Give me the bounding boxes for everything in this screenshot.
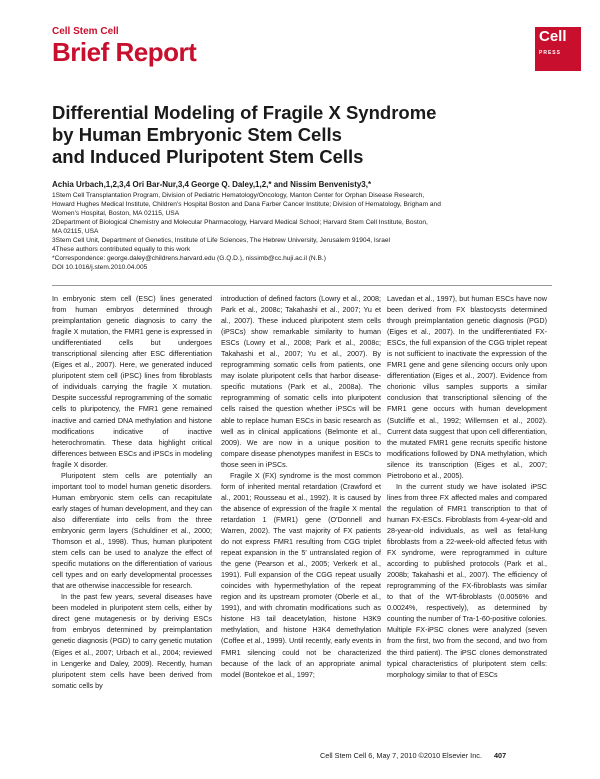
affiliation-line: Women's Hospital, Boston, MA 02115, USA bbox=[52, 210, 180, 217]
paragraph: Fragile X (FX) syndrome is the most common form of inherited mental retardation (Crawford et al., 2001; Rousseau et al., 1992). It is caused by the absence of expression of the fragile X mental retardation 1 (FMR1) gene (O'Donnell and Warren, 2002). The vast majority of FX patients do not express FMR1 resulting from CGG triplet repeat expansion in the 5' untranslated region of the gene (Pearson et al., 2005; Verkerk et al., 1991). Full expansion of the CGG repeat usually coincides with hypermethylation of the repeat region and its upstream promoter (Oberle et al., 1991), and with chromatin modifications such as histone H3 tail deacetylation, histone H3K9 methylation, and histone H3K4 demethylation (Coffee et al., 1999). Until recently, early events in FMR1 silencing could not be characterized because of the lack of an appropriate animal model (Bontekoe et al., 1997; bbox=[221, 470, 381, 679]
section-label: Brief Report bbox=[52, 37, 197, 67]
journal-name: Cell Stem Cell bbox=[52, 26, 119, 37]
affiliations bbox=[52, 191, 562, 272]
body-column-1 bbox=[52, 293, 212, 691]
paragraph: Pluripotent stem cells are potentially an important tool to model human genetic disorders. Human embryonic stem cells can recapitulate early stages of human development, and they can also differentiate into cells from the three embryonic germ layers (Schuldiner et al., 2000; Thomson et al., 1998). Thus, human pluripotent stem cells can be used to analyze the effect of specific mutations on the differentiation of various cell types and on early developmental processes that are otherwise inaccessible for research. bbox=[52, 470, 212, 591]
body-column-3 bbox=[387, 293, 547, 680]
affiliation-line: 3Stem Cell Unit, Department of Genetics, Institute of Life Sciences, The Hebrew University, Jerusalem 91904, Israel bbox=[52, 237, 391, 244]
affiliation-line: 2Department of Biological Chemistry and Molecular Pharmacology, Harvard Medical School; Harvard Stem Cell Institute, Boston, bbox=[52, 219, 428, 226]
title-line: Differential Modeling of Fragile X Syndrome bbox=[52, 102, 437, 123]
paragraph: introduction of defined factors (Lowry et al., 2008; Park et al., 2008c; Takahashi et al., 2007; Yu et al., 2007). These induced pluripotent stem cells (iPSCs) show remarkable similarity to human ESCs (Lowry et al., 2008; Park et al., 2008c; Takahashi et al., 2007; Yu et al., 2007). By reprogramming somatic cells from patients, one may isolate pluripotent cells that harbor disease-specific mutations (Park et al., 2008a). The reprogramming of somatic cells into pluripotent cells raised the question whether iPSCs will be able to replace human ESCs in basic research as well as in clinical applications (Belmonte et al., 2009). We are now in a unique position to compare disease phenotypes manifest in ESCs to those seen in iPSCs. bbox=[221, 294, 381, 469]
paragraph: In the current study we have isolated iPSC lines from three FX affected males and compared the regulation of FMR1 transcription to that of human FX-ESCs. Fibroblasts from 4-year-old and 28-year-old individuals, as well as fetal-lung fibroblasts from a 22-week-old affected fetus with FX syndrome, were reprogrammed in culture according to published protocols (Park et al., 2008b; Takahashi et al., 2007). The efficiency of reprogramming of the FX-fibroblasts was similar to that of the WT-fibroblasts (0.0056% and 0.0024%, respectively), as determined by counting the number of Tra-1-60-positive colonies. Multiple FX-iPSC clones were analyzed (seven from the first, two from the second, and two from the third patient). The iPSC clones demonstrated typical characteristics of pluripotent stem cells: morphology similar to that of ESCs bbox=[387, 481, 547, 679]
paragraph: In embryonic stem cell (ESC) lines generated from human embryos determined through preimplantation genetic diagnosis to carry the fragile X mutation, the FMR1 gene is expressed in undifferentiated cells but undergoes transcriptional silencing after ESC differentiation (Eiges et al., 2007). Here, we generated induced pluripotent stem cell (iPSC) lines from fibroblasts of individuals carrying the fragile X mutation. Despite successful reprogramming of the somatic cells to pluripotency, the FMR1 gene remained inactive and carried DNA methylation and histone modifications indicative of inactive heterochromatin. These data highlight critical differences between ESCs and iPSCs in modeling fragile X disorder. bbox=[52, 294, 212, 469]
title-line: by Human Embryonic Stem Cells bbox=[52, 124, 342, 145]
page-number: 407 bbox=[493, 751, 507, 760]
affiliation-line: 1Stem Cell Transplantation Program, Division of Pediatric Hematology/Oncology, Manton Center for Orphan Disease Research, bbox=[52, 192, 425, 199]
paragraph: In the past few years, several diseases have been modeled in pluripotent stem cells, either by direct gene mutagenesis or by deriving ESCs from embryos determined by preimplantation genetic diagnosis (PGD) to carry genetic mutation (Eiges et al., 2007; Urbach et al., 2004; reviewed in Lengerke and Daley, 2009). Recently, human pluripotent stem cells have been derived from somatic cells by bbox=[52, 592, 212, 690]
correspondence: *Correspondence: george.daley@childrens.harvard.edu (G.Q.D.), nissimb@cc.huji.ac.il (N.B.) bbox=[52, 255, 326, 262]
affiliation-line: MA 02115, USA bbox=[52, 228, 99, 235]
doi: DOI 10.1016/j.stem.2010.04.005 bbox=[52, 264, 148, 271]
page-footer bbox=[320, 751, 506, 760]
footer-citation: Cell Stem Cell 6, May 7, 2010 ©2010 Elsevier Inc. bbox=[320, 751, 482, 760]
cell-press-logo bbox=[535, 27, 581, 71]
title-line: and Induced Pluripotent Stem Cells bbox=[52, 146, 364, 167]
body-column-2 bbox=[221, 293, 381, 680]
divider bbox=[52, 285, 552, 286]
logo-press-text: PRESS bbox=[539, 50, 561, 56]
logo-text: Cell bbox=[539, 28, 567, 45]
article-title bbox=[52, 102, 512, 168]
affiliation-line: 4These authors contributed equally to this work bbox=[52, 246, 191, 253]
author-list: Achia Urbach,1,2,3,4 Ori Bar-Nur,3,4 George Q. Daley,1,2,* and Nissim Benvenisty3,* bbox=[52, 180, 372, 189]
paragraph: Lavedan et al., 1997), but human ESCs have now been derived from FX blastocysts determined through preimplantation genetic diagnosis (PGD) (Eiges et al., 2007). In the undifferentiated FX-ESCs, the full expansion of the CGG triplet repeat is not sufficient to inactivate the expression of the FMR1 gene and gene silencing occurs only upon differentiation (Eiges et al., 2007). Evidence from chorionic villus samples supports a similar conclusion that transcriptional silencing of the FMR1 gene occurs with human development (Sutcliffe et al., 1992; Willemsen et al., 2002). Current data suggest that upon cell differentiation, the mutated FMR1 gene recruits specific histone modifications followed by DNA methylation, which silence its transcription (Eiges et al., 2007; Pietrobono et al., 2005). bbox=[387, 294, 547, 480]
affiliation-line: Howard Hughes Medical Institute, Children's Hospital Boston and Dana Farber Cancer Institute; Division of Hematology, Brigham and bbox=[52, 201, 441, 208]
